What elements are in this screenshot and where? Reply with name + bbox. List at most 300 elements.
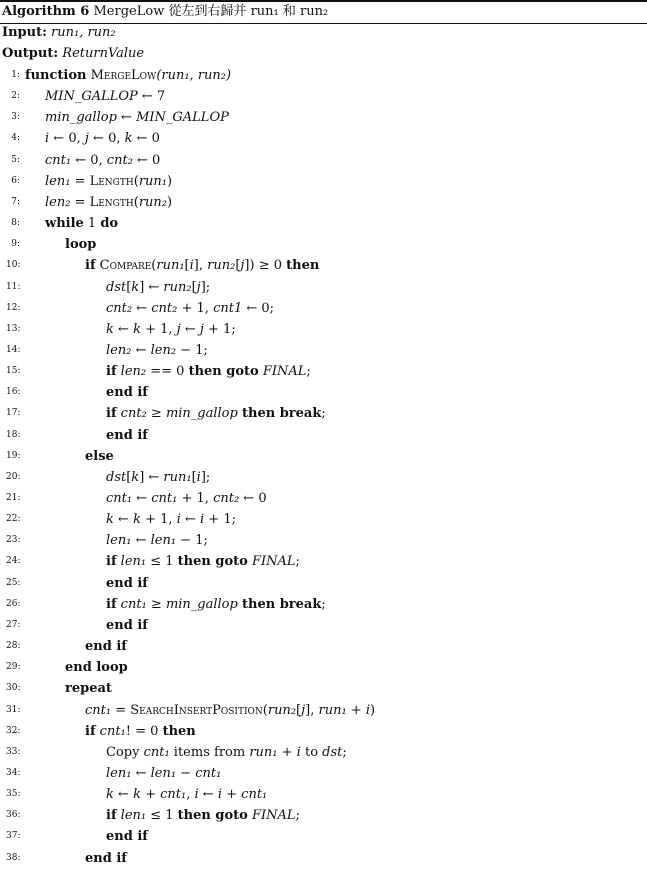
code-text: ← 0: [132, 131, 160, 147]
variable: len₁: [106, 533, 132, 549]
code-text: [: [126, 279, 132, 295]
line-code: [106, 763, 221, 784]
code-text: − 1;: [176, 533, 208, 549]
procedure-name: Length: [89, 194, 134, 210]
code-line: [0, 615, 647, 636]
keyword: then break: [241, 596, 322, 612]
code-text: ←: [132, 300, 152, 316]
variable: cnt₂: [151, 300, 178, 316]
keyword: if: [106, 808, 117, 824]
procedure-name: Length: [89, 173, 134, 189]
code-line: [0, 192, 647, 213]
keyword: end loop: [65, 660, 128, 676]
line-code: [85, 700, 375, 721]
line-number: 14:: [6, 344, 21, 355]
procedure-name: SearchInsertPosition: [130, 702, 263, 718]
variable: cnt₁: [241, 787, 268, 803]
variable: i: [200, 512, 205, 528]
line-code: [45, 213, 118, 234]
line-code: [45, 128, 160, 149]
line-code: [25, 65, 231, 86]
code-text: ;: [295, 808, 300, 824]
variable: k: [131, 469, 140, 485]
variable: j: [176, 321, 181, 337]
output-line: [2, 44, 144, 64]
code-text: =: [70, 173, 90, 189]
variable: MIN_GALLOP: [136, 110, 229, 126]
keyword: then goto: [188, 364, 259, 380]
line-number: 15:: [6, 366, 21, 377]
code-line: [0, 171, 647, 192]
code-text: ← 0;: [242, 300, 275, 316]
code-text: (: [133, 173, 139, 189]
code-text: ←: [180, 321, 200, 337]
code-text: ←: [198, 787, 218, 803]
code-text: ←: [113, 512, 134, 528]
code-text: ;: [306, 364, 311, 380]
line-code: [65, 678, 112, 699]
line-code: [106, 298, 274, 319]
line-code: [106, 403, 326, 424]
code-text: [: [126, 469, 132, 485]
code-text: =: [70, 194, 90, 210]
algorithm-title: MergeLow 從左到右歸并 run₁ 和 run₂: [93, 4, 329, 19]
line-code: [106, 551, 300, 572]
line-code: [85, 255, 319, 276]
line-code: [106, 425, 148, 446]
procedure-name: MergeLow: [90, 68, 157, 83]
keyword: then: [286, 258, 320, 274]
code-line: [0, 340, 647, 361]
line-code: [106, 805, 300, 826]
code-text: ],: [305, 702, 319, 718]
line-number: 13:: [6, 323, 21, 334]
line-code: [45, 171, 172, 192]
line-number: 31:: [6, 704, 21, 715]
code-text: ] ←: [139, 279, 164, 295]
code-line: [0, 657, 647, 678]
variable: cnt₂: [120, 406, 147, 422]
variable: k: [131, 279, 140, 295]
code-line: [0, 128, 647, 149]
line-number: 20:: [6, 471, 21, 482]
code-text: [: [296, 702, 302, 718]
code-text: + 1;: [203, 321, 236, 337]
keyword: end if: [106, 829, 148, 845]
code-line: [0, 636, 647, 657]
code-line: [0, 551, 647, 572]
line-code: [106, 742, 347, 763]
keyword: then goto: [177, 808, 248, 824]
variable: k: [133, 787, 141, 803]
line-number: 1:: [11, 70, 20, 80]
code-text: [: [191, 279, 197, 295]
variable: cnt₁: [143, 744, 170, 760]
line-code: [65, 234, 96, 255]
code-text: ← 0,: [88, 131, 125, 147]
variable: j: [301, 702, 306, 718]
code-line: [0, 319, 647, 340]
keyword: do: [100, 216, 119, 232]
keyword: if: [106, 364, 117, 380]
variable: k: [106, 512, 114, 528]
line-number: 6:: [11, 175, 20, 186]
code-text: 1: [83, 216, 101, 232]
line-number: 8:: [11, 218, 20, 229]
variable: (run₁, run₂): [156, 68, 232, 83]
code-text: ≥: [146, 596, 166, 612]
keyword: then: [162, 723, 196, 739]
line-code: [45, 107, 229, 128]
code-text: [: [235, 258, 241, 274]
line-code: [85, 446, 114, 467]
code-text: ←: [113, 321, 134, 337]
code-line: [0, 700, 647, 721]
variable: cnt₂: [106, 152, 133, 168]
variable: i: [196, 469, 201, 485]
code-text: ← 0: [132, 152, 161, 168]
code-text: + 1,: [177, 300, 214, 316]
keyword: if: [106, 596, 117, 612]
variable: i: [194, 787, 199, 803]
variable: k: [106, 321, 114, 337]
keyword: while: [45, 216, 84, 232]
line-code: [106, 615, 148, 636]
variable: run₁: [318, 702, 347, 718]
variable: len₂: [120, 364, 147, 380]
line-code: [106, 277, 210, 298]
variable: min_gallop: [165, 406, 238, 422]
variable: i: [296, 744, 301, 760]
code-text: [: [191, 469, 197, 485]
code-text: ← 0,: [49, 131, 85, 147]
variable: FINAL: [262, 364, 307, 380]
code-text: ←: [131, 765, 151, 781]
code-line: [0, 234, 647, 255]
variable: FINAL: [251, 554, 296, 570]
output-value: ReturnValue: [62, 46, 145, 61]
code-text: +: [346, 702, 366, 718]
line-number: 29:: [6, 662, 21, 673]
line-code: [106, 319, 236, 340]
code-text: ←: [132, 491, 152, 506]
line-code: [106, 467, 210, 488]
variable: i: [45, 131, 50, 147]
line-code: [106, 340, 208, 361]
variable: cnt₁: [120, 596, 147, 612]
line-code: [106, 530, 208, 551]
code-text: ;: [342, 744, 347, 760]
variable: i: [176, 512, 181, 528]
code-text: +: [277, 744, 297, 760]
code-line: [0, 107, 647, 128]
variable: j: [196, 279, 201, 295]
algorithm-label: Algorithm 6: [2, 4, 90, 19]
variable: k: [106, 787, 114, 803]
line-code: [106, 488, 267, 509]
code-text: ← 0: [239, 491, 267, 506]
code-text: −: [176, 765, 196, 781]
code-text: ;: [321, 406, 326, 422]
line-code: [45, 150, 160, 171]
line-code: [106, 784, 267, 805]
line-number: 22:: [6, 514, 21, 525]
code-text: ≥: [146, 406, 166, 422]
code-line: [0, 446, 647, 467]
code-text: == 0: [146, 364, 189, 380]
line-code: [85, 636, 127, 657]
variable: i: [365, 702, 370, 718]
variable: run₁: [138, 173, 167, 189]
code-line: [0, 213, 647, 234]
variable: cnt₁: [85, 702, 112, 718]
variable: min_gallop: [165, 596, 238, 612]
line-number: 36:: [6, 810, 21, 821]
code-line: [0, 530, 647, 551]
code-line: [0, 805, 647, 826]
variable: cnt₁: [160, 787, 187, 803]
code-text: + 1;: [204, 512, 236, 528]
keyword: end if: [106, 427, 148, 443]
line-number: 2:: [11, 91, 20, 102]
variable: FINAL: [251, 808, 296, 824]
code-line: [0, 848, 647, 869]
line-code: [65, 657, 128, 678]
line-number: 17:: [6, 408, 21, 419]
variable: min_gallop: [45, 110, 117, 126]
variable: run₂: [207, 258, 236, 274]
code-text: ];: [200, 279, 211, 295]
variable: len₂: [106, 342, 132, 358]
line-number: 28:: [6, 641, 21, 652]
line-number: 27:: [6, 619, 21, 630]
code-text: + 1,: [140, 321, 177, 337]
line-code: [106, 826, 148, 847]
line-code: [106, 594, 326, 615]
code-line: [0, 382, 647, 403]
variable: len₁: [106, 765, 132, 781]
line-code: [106, 509, 236, 530]
code-text: ): [370, 702, 376, 718]
code-text: + 1,: [140, 512, 177, 528]
code-line: [0, 467, 647, 488]
keyword: end if: [106, 617, 148, 633]
line-number: 7:: [11, 196, 20, 207]
line-number: 33:: [6, 746, 21, 757]
keyword: else: [85, 448, 114, 464]
code-line: [0, 763, 647, 784]
code-text: ): [166, 194, 173, 210]
variable: cnt₁: [151, 491, 178, 506]
variable: i: [189, 258, 194, 274]
variable: cnt₁: [106, 491, 133, 506]
line-code: [45, 192, 172, 213]
code-line: [0, 425, 647, 446]
line-code: [106, 573, 148, 594]
line-number: 23:: [6, 535, 21, 546]
variable: j: [240, 258, 245, 274]
line-number: 18:: [6, 429, 21, 440]
code-line: [0, 65, 647, 86]
variable: len₁: [120, 808, 147, 824]
variable: len₂: [150, 342, 177, 358]
code-line: [0, 784, 647, 805]
code-text: ): [166, 173, 173, 189]
code-text: ←: [131, 342, 151, 358]
keyword: loop: [65, 237, 97, 253]
input-label: Input:: [2, 25, 47, 40]
code-text: ←: [116, 110, 137, 126]
code-text: + 1,: [177, 491, 214, 506]
line-code: [45, 86, 165, 107]
code-text: ] ←: [139, 469, 164, 485]
line-number: 21:: [6, 493, 21, 503]
line-number: 4:: [11, 133, 20, 144]
line-number: 25:: [6, 577, 21, 588]
keyword: then break: [241, 406, 322, 422]
code-text: items from: [169, 744, 250, 760]
variable: len₁: [45, 173, 71, 189]
keyword: if: [85, 258, 96, 274]
code-text: [: [184, 258, 190, 274]
variable: cnt₁: [99, 723, 126, 739]
line-number: 26:: [6, 598, 21, 609]
code-text: ←: [131, 533, 151, 549]
variable: k: [133, 512, 141, 528]
code-line: [0, 298, 647, 319]
variable: run₁: [156, 258, 185, 274]
variable: len₁: [150, 765, 177, 781]
code-line: [0, 509, 647, 530]
variable: run₂: [138, 194, 167, 210]
line-number: 10:: [6, 260, 21, 271]
algorithm-header: [2, 1, 328, 23]
line-number: 35:: [6, 789, 21, 800]
variable: len₁: [120, 554, 147, 570]
line-code: [85, 848, 127, 869]
variable: len₁: [150, 533, 177, 549]
code-line: [0, 742, 647, 763]
code-line: [0, 826, 647, 847]
code-line: [0, 150, 647, 171]
code-text: (: [151, 258, 157, 274]
keyword: end if: [85, 639, 127, 655]
code-line: [0, 594, 647, 615]
line-number: 32:: [6, 725, 21, 736]
variable: dst: [106, 279, 127, 295]
line-number: 5:: [11, 154, 20, 165]
variable: cnt₂: [106, 300, 133, 316]
variable: cnt₂: [213, 491, 240, 506]
variable: run₂: [267, 702, 297, 718]
code-text: +: [222, 787, 242, 803]
variable: j: [84, 131, 89, 147]
code-line: [0, 678, 647, 699]
code-text: ←: [180, 512, 200, 528]
variable: cnt₁: [195, 765, 222, 781]
code-line: [0, 573, 647, 594]
variable: j: [199, 321, 204, 337]
line-number: 12:: [6, 302, 21, 313]
code-text: ← 0,: [71, 152, 107, 168]
keyword: then goto: [177, 554, 248, 570]
code-text: ≤ 1: [146, 554, 178, 570]
variable: MIN_GALLOP: [45, 89, 138, 105]
line-code: [106, 361, 311, 382]
keyword: if: [85, 723, 96, 739]
code-text: ;: [321, 596, 326, 612]
code-text: ≤ 1: [146, 808, 178, 824]
output-label: Output:: [2, 46, 59, 61]
line-number: 9:: [11, 239, 20, 250]
code-text: ;: [295, 554, 300, 570]
code-text: ←: [113, 787, 134, 803]
input-line: [2, 23, 116, 43]
code-text: ,: [186, 787, 195, 803]
line-number: 19:: [6, 450, 21, 461]
variable: run₁: [249, 744, 278, 760]
code-line: [0, 488, 647, 509]
keyword: end if: [85, 850, 127, 866]
variable: dst: [322, 744, 343, 760]
code-text: ! = 0: [125, 723, 163, 739]
line-code: [85, 721, 196, 742]
code-text: +: [140, 787, 161, 803]
code-line: [0, 255, 647, 276]
variable: k: [124, 131, 133, 147]
line-number: 38:: [6, 852, 21, 863]
code-line: [0, 86, 647, 107]
code-text: − 1;: [176, 342, 208, 358]
variable: k: [133, 321, 141, 337]
variable: run₁: [163, 469, 192, 485]
code-text: Copy: [106, 744, 144, 760]
line-code: [106, 382, 148, 403]
keyword: if: [106, 554, 117, 570]
code-text: ],: [193, 258, 208, 274]
keyword: function: [25, 68, 87, 83]
code-text: to: [300, 744, 323, 760]
line-number: 34:: [6, 767, 21, 778]
procedure-name: Compare: [99, 258, 152, 274]
input-value: run₁, run₂: [51, 25, 116, 40]
code-line: [0, 721, 647, 742]
line-number: 24:: [6, 556, 21, 567]
line-number: 37:: [6, 831, 21, 842]
variable: run₂: [163, 279, 192, 295]
keyword: end if: [106, 575, 148, 591]
keyword: if: [106, 406, 117, 422]
variable: len₂: [45, 194, 71, 210]
variable: dst: [106, 469, 127, 485]
keyword: repeat: [65, 681, 112, 697]
code-text: (: [133, 194, 139, 210]
code-line: [0, 277, 647, 298]
line-number: 30:: [6, 683, 21, 694]
code-line: [0, 361, 647, 382]
code-text: (: [262, 702, 268, 718]
line-number: 16:: [6, 387, 21, 398]
variable: cnt1: [213, 300, 243, 316]
code-text: =: [111, 702, 131, 718]
code-text: ]) ≥ 0: [244, 258, 287, 274]
variable: i: [217, 787, 222, 803]
code-text: ];: [200, 469, 211, 485]
variable: cnt₁: [45, 152, 72, 168]
code-text: ← 7: [137, 89, 166, 105]
code-line: [0, 403, 647, 424]
line-number: 3:: [11, 112, 20, 123]
